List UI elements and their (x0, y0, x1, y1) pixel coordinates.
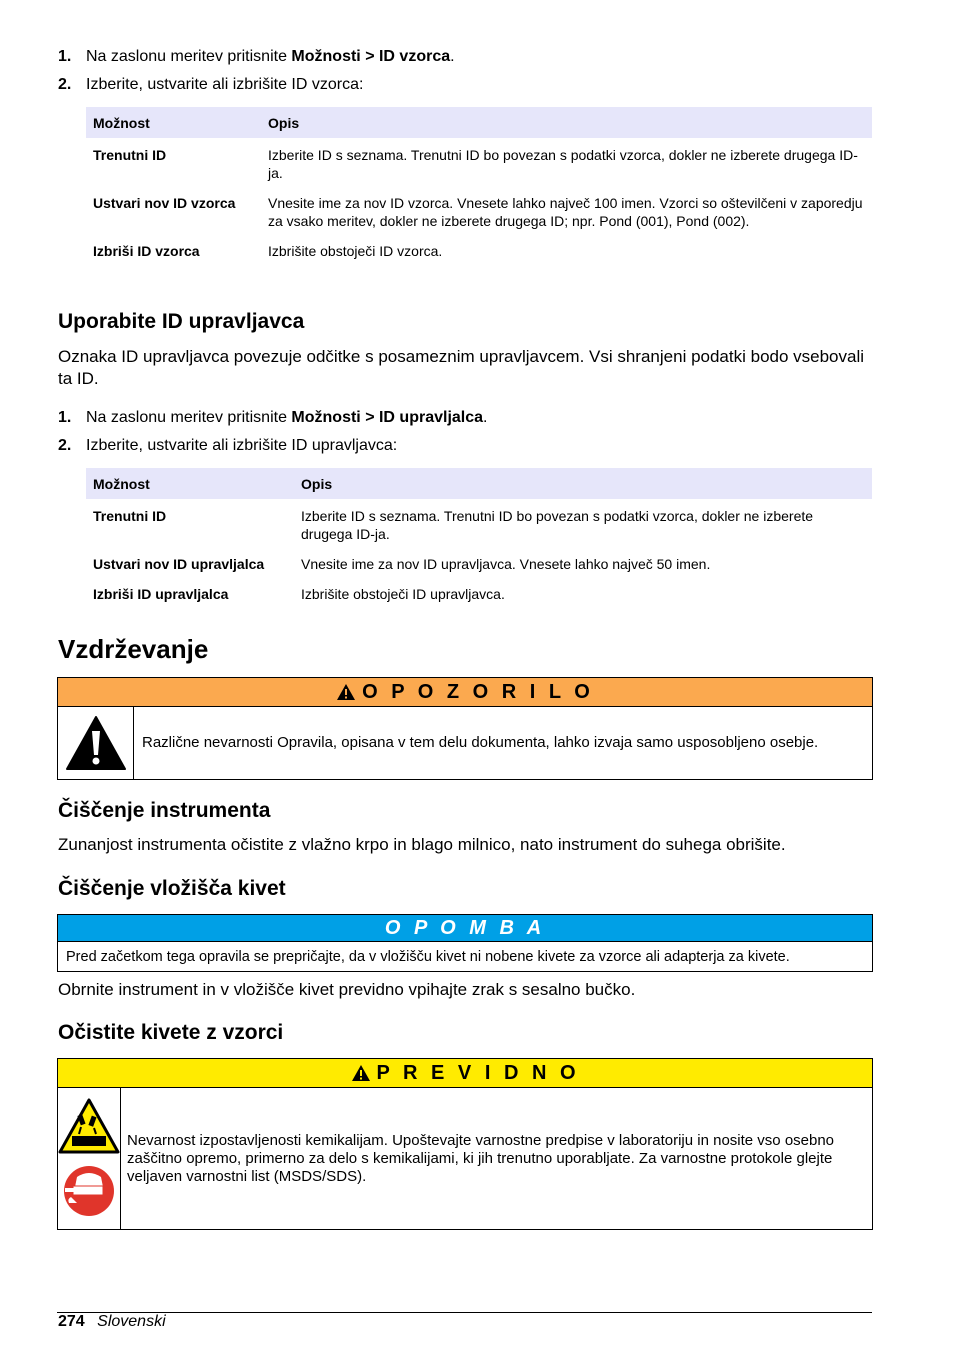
table-row: Izbriši ID upravljalca Izbrišite obstoječi ID upravljavca. (93, 586, 505, 602)
chapter-heading-maintenance: Vzdrževanje (58, 634, 209, 664)
table-row: Trenutni ID Izberite ID s seznama. Trenutni ID bo povezan s podatki vzorca, dokler ne izberete drugega ID-ja. (93, 508, 814, 542)
warning-text: Različne nevarnosti Opravila, opisana v tem delu dokumenta, lahko izvaja samo usposobljeno osebje. (142, 734, 819, 751)
table-row: Izbriši ID vzorca Izbrišite obstoječi ID vzorca. (93, 243, 443, 259)
page-number: 274 (58, 1313, 85, 1330)
section-heading-clean-instrument: Čiščenje instrumenta (58, 799, 271, 822)
notice-label: O P O M B A (384, 916, 546, 939)
column-header: Možnost (86, 468, 294, 499)
notice-box (57, 914, 873, 972)
warning-label: O P O Z O R I L O (362, 680, 594, 703)
caution-header (58, 1059, 872, 1088)
clean-instrument-text: Zunanjost instrumenta očistite z vlažno krpo in blago milnico, nato instrument do suhega obrišite. (58, 835, 786, 854)
footer-language: Slovenski (97, 1313, 166, 1330)
notice-text: Pred začetkom tega opravila se prepričajte, da v vložišču kivet ni nobene kivete za vzorce ali adapterja za kivete. (66, 948, 790, 965)
table-row: Ustvari nov ID upravljalca Vnesite ime za nov ID upravljavca. Vnesete lahko največ 50 imen. (93, 556, 711, 572)
column-header: Opis (261, 107, 872, 138)
page-footer (58, 1312, 166, 1332)
caution-label: P R E V I D N O (376, 1061, 580, 1084)
warning-header (58, 678, 872, 707)
warning-triangle-icon (336, 683, 356, 701)
table-header-row (86, 468, 872, 499)
operator-id-table (86, 468, 872, 609)
section-heading-clean-holder: Čiščenje vložišča kivet (58, 877, 286, 900)
caution-box (57, 1058, 873, 1230)
table-row: Ustvari nov ID vzorca Vnesite ime za nov ID vzorca. Vnesete lahko največ 100 imen. Vzorci so oštevilčeni v zaporedju za vsako meritev, dokler ne izberete drugega ID; npr. Pond (001), Pond (002). (93, 195, 863, 229)
footer-rule (57, 1312, 872, 1313)
caution-icon-cell (58, 1088, 121, 1229)
column-header: Možnost (86, 107, 261, 138)
caution-text: Nevarnost izpostavljenosti kemikalijam. Upoštevajte varnostne predpise v laboratoriju in nosite vso osebno zaščitno opremo, primerno za delo s kemikalijami, ki jih trenutno uporabljate. Za varnostne protokole glejte veljaven varnostni list (MSDS/SDS). (127, 1131, 835, 1185)
section-heading-operator-id: Uporabite ID upravljavca (58, 310, 305, 333)
section-heading-clean-cuvettes: Očistite kivete z vzorci (58, 1021, 284, 1044)
hazard-icon-cell (58, 707, 134, 779)
warning-box (57, 677, 873, 780)
clean-holder-text: Obrnite instrument in v vložišče kivet previdno vpihajte zrak s sesalno bučko. (58, 980, 636, 999)
operator-intro: Oznaka ID upravljavca povezuje odčitke s posameznim upravljavcem. Vsi shranjeni podatki bodo vsebovali ta ID. (58, 347, 865, 388)
table-row: Trenutni ID Izberite ID s seznama. Trenutni ID bo povezan s podatki vzorca, dokler ne izberete drugega ID-ja. (93, 147, 858, 181)
sample-id-table (86, 107, 872, 266)
notice-header (58, 915, 872, 942)
table-header-row (86, 107, 872, 138)
chemical-hazard-icon (58, 1098, 120, 1154)
protective-equipment-icon (63, 1163, 115, 1219)
column-header: Opis (294, 468, 872, 499)
warning-triangle-icon (351, 1064, 371, 1082)
general-hazard-icon (65, 715, 127, 771)
